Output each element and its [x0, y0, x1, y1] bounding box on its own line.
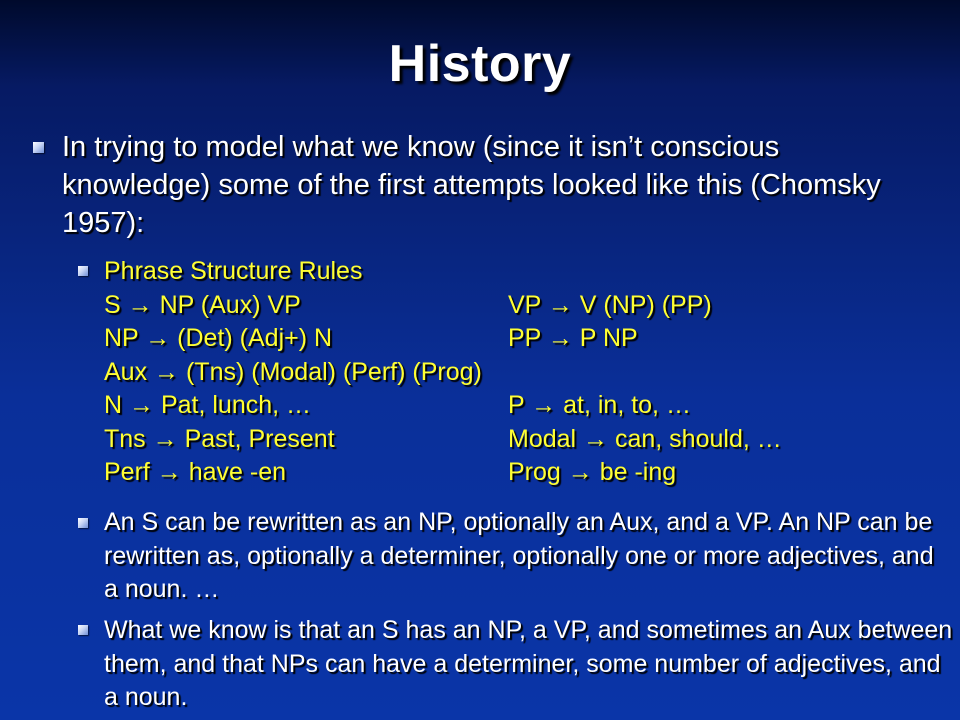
rule-left: S → NP (Aux) VP [104, 290, 301, 319]
rule-right: VP → V (NP) (PP) [508, 290, 712, 319]
rule-row [104, 322, 934, 356]
rule-row [104, 423, 934, 457]
bullet-marker-icon [78, 518, 88, 528]
bullet-text-intro: In trying to model what we know (since it isn’t conscious knowledge) some of the first attempts looked like this (Chomsky 1957): [62, 131, 881, 239]
rule-right: P → at, in, to, … [508, 391, 691, 419]
rule-right: Modal → can, should, … [508, 424, 782, 453]
rules-heading [104, 255, 934, 289]
rule-row [104, 456, 934, 490]
sub-bullet-text: An S can be rewritten as an NP, optionally an Aux, and a VP. An NP can be rewritten as, optionally a determiner, optionally one or more adjectives, and a noun. … [104, 508, 934, 603]
sub-bullet-text: What we know is that an S has an NP, a VP, and sometimes an Aux between them, and that NPs can have a determiner, some number of adjectives, and a noun. [104, 616, 953, 711]
rule-left: Perf → have -en [104, 458, 287, 486]
rule-right: PP → P NP [508, 324, 638, 352]
rule-row [104, 389, 934, 423]
rules-block [104, 255, 934, 490]
bullet-marker-icon [33, 142, 44, 153]
rule-left: N → Pat, lunch, … [104, 391, 312, 419]
rule-left: Tns → Past, Present [104, 424, 335, 453]
rule-left: Aux → (Tns) (Modal) (Perf) (Prog) [104, 357, 482, 386]
rule-left: NP → (Det) (Adj+) N [104, 324, 333, 352]
rules-heading-text: Phrase Structure Rules [104, 257, 363, 285]
rule-row [104, 356, 934, 390]
bullet-marker-icon [78, 625, 88, 635]
bullet-marker-icon [78, 266, 88, 276]
slide-title: History [388, 35, 572, 93]
rule-right: Prog → be -ing [508, 458, 677, 486]
rule-row [104, 289, 934, 323]
